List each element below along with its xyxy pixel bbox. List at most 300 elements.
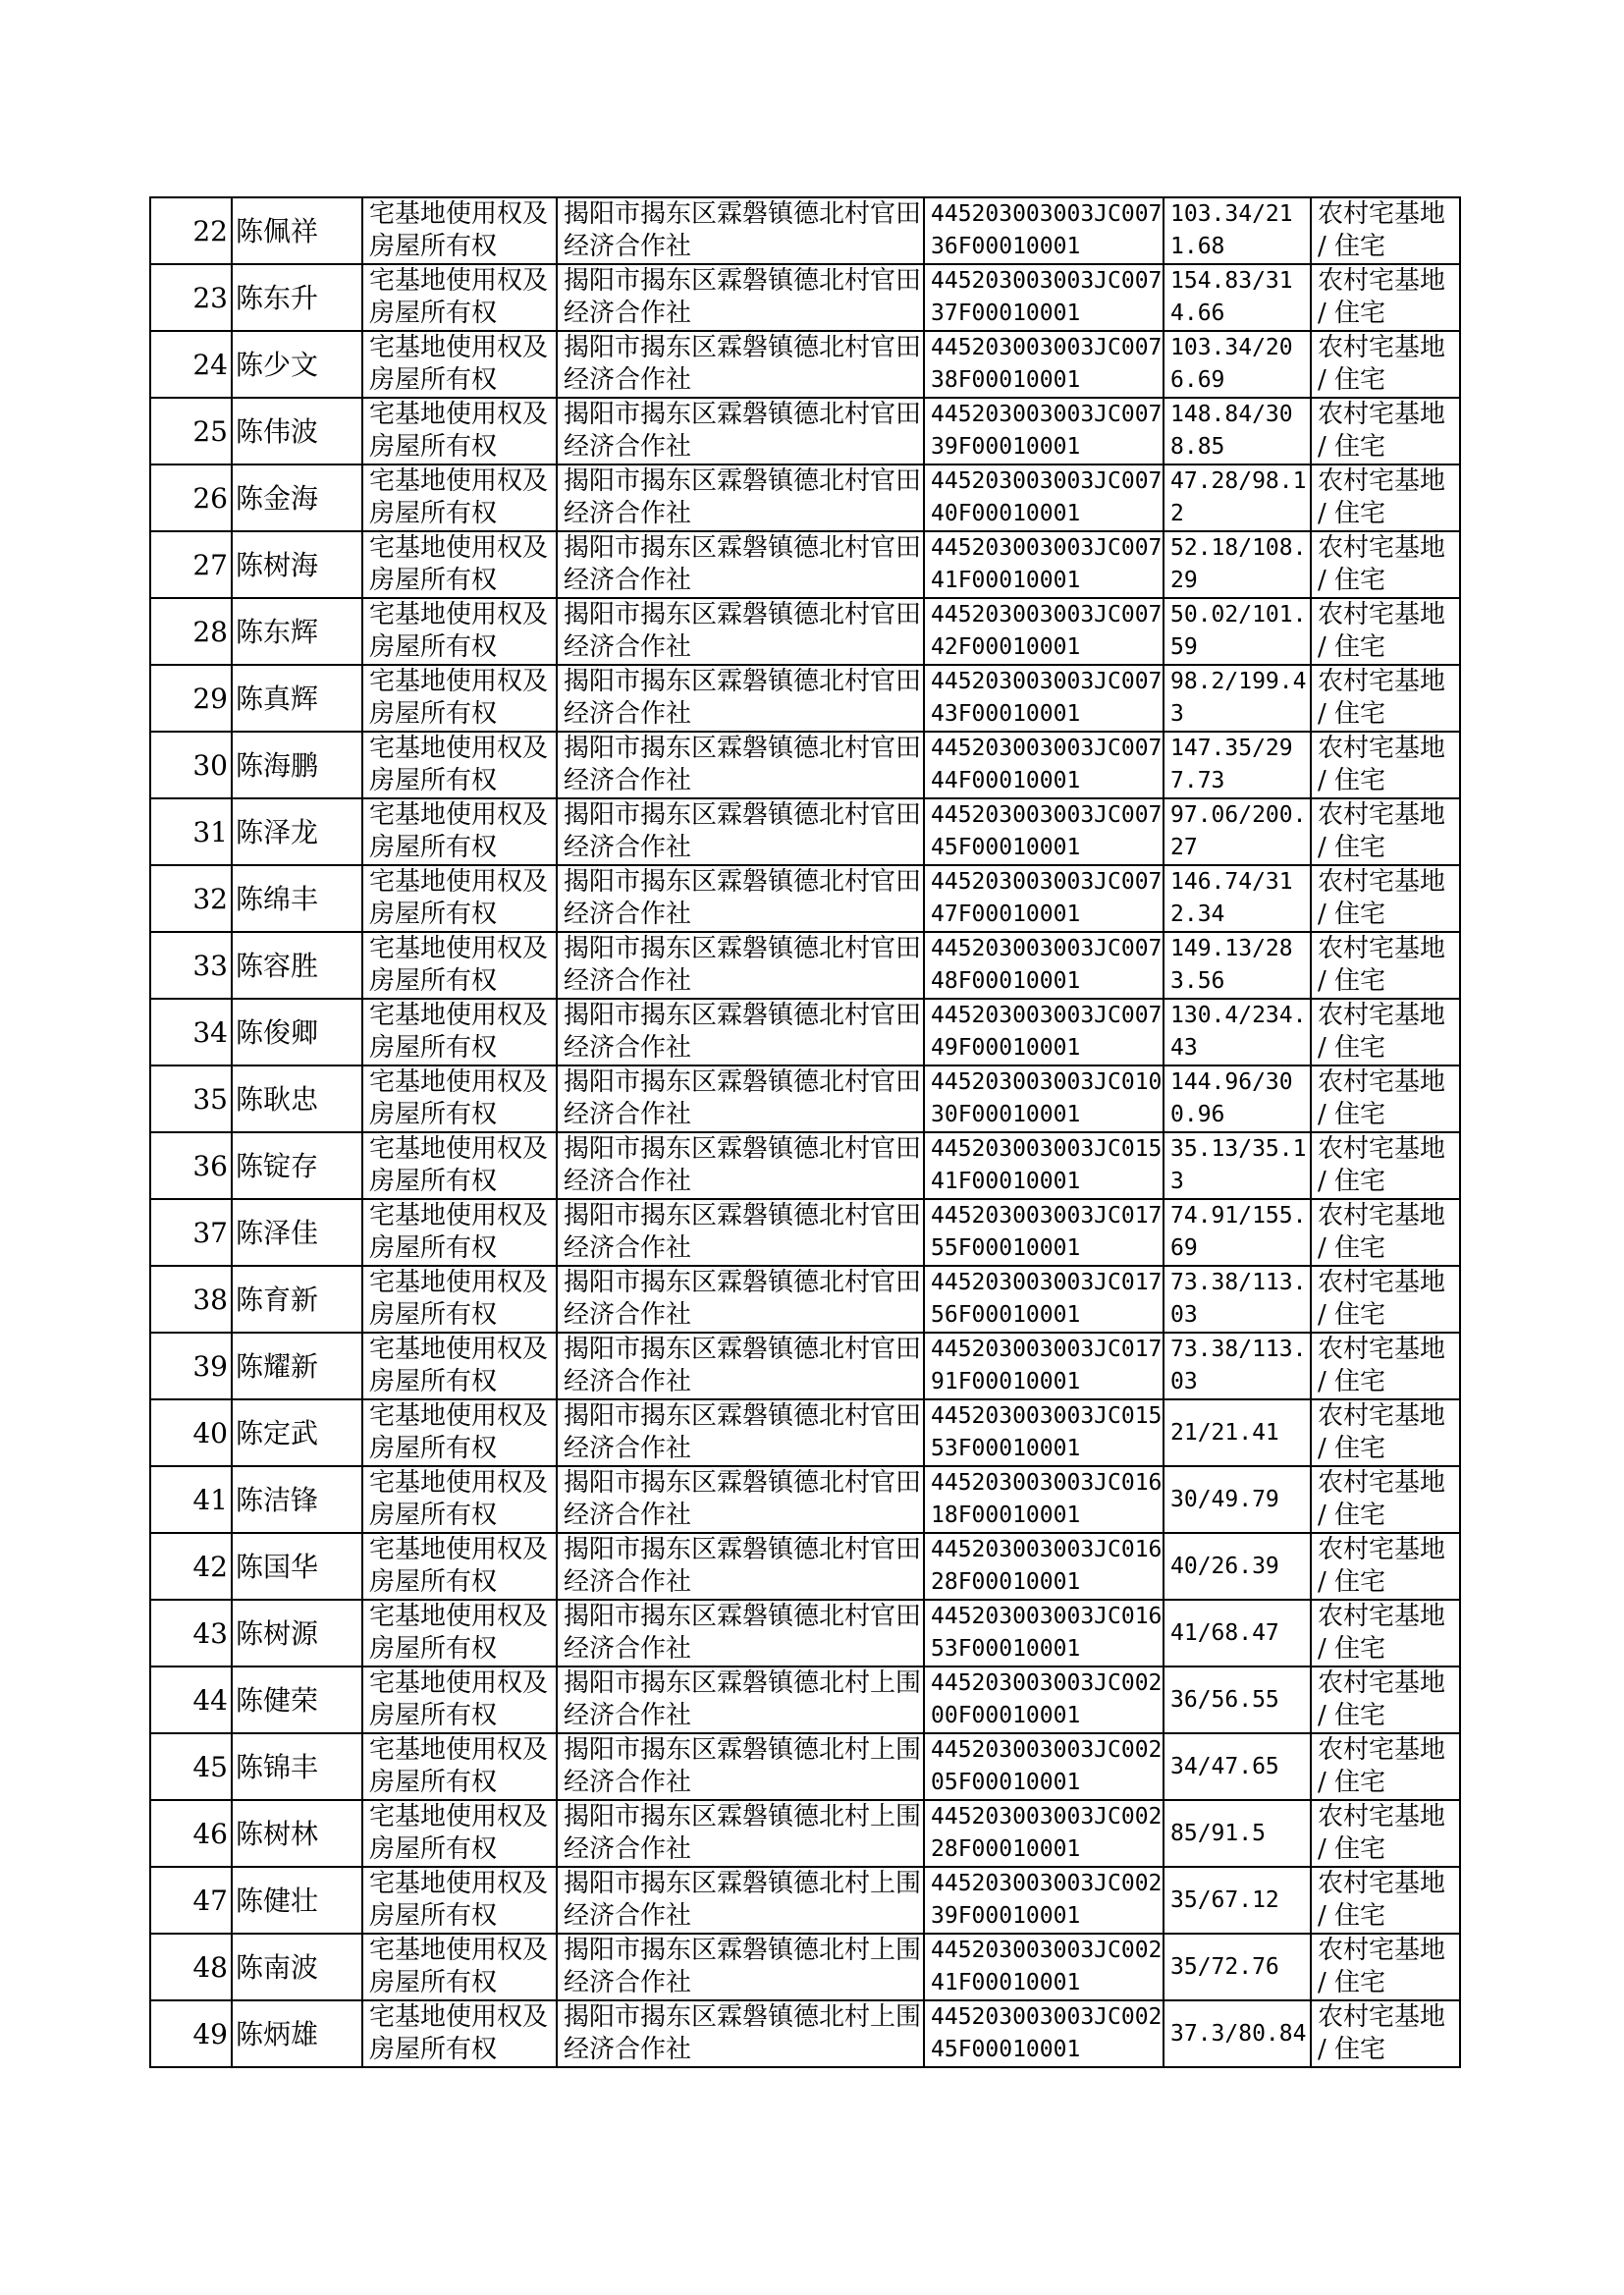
location-text: 揭阳市揭东区霖磐镇德北村官田经济合作社	[564, 1602, 922, 1664]
area-text: 36/56.55	[1170, 1686, 1279, 1713]
right-type-cell	[362, 1266, 557, 1333]
location-cell	[557, 1266, 924, 1333]
right-type-cell	[362, 1800, 557, 1867]
area-text: 30/49.79	[1170, 1486, 1279, 1512]
unit-code-cell	[924, 1333, 1164, 1399]
table-row	[150, 331, 1460, 398]
row-number-cell	[150, 1867, 232, 1934]
unit-code-text: 445203003003JC01653F00010001	[931, 1604, 1163, 1662]
land-use-text: 农村宅基地 / 住宅	[1318, 533, 1446, 595]
area-text: 34/47.65	[1170, 1753, 1279, 1779]
row-number-text: 30	[192, 748, 228, 782]
area-cell	[1164, 464, 1311, 531]
row-number-cell	[150, 932, 232, 999]
area-cell	[1164, 1266, 1311, 1333]
location-cell	[557, 1800, 924, 1867]
right-type-text: 宅基地使用权及房屋所有权	[369, 1335, 549, 1396]
row-number-text: 49	[192, 2017, 228, 2050]
owner-name-cell	[232, 865, 362, 932]
area-cell	[1164, 1533, 1311, 1600]
location-cell	[557, 197, 924, 264]
owner-name-text: 陈锦丰	[236, 1750, 319, 1783]
owner-name-cell	[232, 1199, 362, 1266]
row-number-text: 38	[192, 1283, 228, 1316]
table-row	[150, 1533, 1460, 1600]
location-cell	[557, 1132, 924, 1199]
row-number-text: 48	[192, 1950, 228, 1984]
area-text: 147.35/297.73	[1170, 736, 1293, 793]
row-number-cell	[150, 1266, 232, 1333]
row-number-cell	[150, 1466, 232, 1533]
area-cell	[1164, 932, 1311, 999]
land-use-text: 农村宅基地 / 住宅	[1318, 867, 1446, 929]
land-use-text: 农村宅基地 / 住宅	[1318, 600, 1446, 662]
land-use-text: 农村宅基地 / 住宅	[1318, 1602, 1446, 1664]
location-cell	[557, 1533, 924, 1600]
row-number-cell	[150, 732, 232, 798]
right-type-cell	[362, 598, 557, 665]
unit-code-text: 445203003003JC00741F00010001	[931, 535, 1163, 593]
land-use-cell	[1311, 932, 1460, 999]
owner-name-cell	[232, 1399, 362, 1466]
area-text: 73.38/113.03	[1170, 1337, 1307, 1394]
row-number-text: 34	[192, 1015, 228, 1049]
unit-code-cell	[924, 2000, 1164, 2067]
right-type-cell	[362, 464, 557, 531]
table-row	[150, 1800, 1460, 1867]
land-use-text: 农村宅基地 / 住宅	[1318, 1134, 1446, 1196]
unit-code-text: 445203003003JC01756F00010001	[931, 1270, 1163, 1328]
location-cell	[557, 398, 924, 464]
right-type-cell	[362, 531, 557, 598]
area-cell	[1164, 598, 1311, 665]
right-type-text: 宅基地使用权及房屋所有权	[369, 1201, 549, 1263]
row-number-text: 41	[192, 1483, 228, 1516]
area-text: 97.06/200.27	[1170, 802, 1307, 860]
right-type-text: 宅基地使用权及房屋所有权	[369, 1936, 549, 1997]
location-cell	[557, 1066, 924, 1132]
location-text: 揭阳市揭东区霖磐镇德北村上围经济合作社	[564, 1936, 922, 1997]
unit-code-cell	[924, 1733, 1164, 1800]
row-number-text: 47	[192, 1884, 228, 1917]
location-text: 揭阳市揭东区霖磐镇德北村官田经济合作社	[564, 1401, 922, 1463]
land-use-text: 农村宅基地 / 住宅	[1318, 1735, 1446, 1797]
right-type-cell	[362, 732, 557, 798]
right-type-cell	[362, 999, 557, 1066]
land-use-cell	[1311, 1132, 1460, 1199]
unit-code-cell	[924, 865, 1164, 932]
unit-code-cell	[924, 398, 1164, 464]
right-type-text: 宅基地使用权及房屋所有权	[369, 1401, 549, 1463]
location-text: 揭阳市揭东区霖磐镇德北村官田经济合作社	[564, 800, 922, 862]
location-cell	[557, 2000, 924, 2067]
land-use-cell	[1311, 197, 1460, 264]
row-number-text: 44	[192, 1683, 228, 1717]
table-row	[150, 865, 1460, 932]
owner-name-text: 陈南波	[236, 1950, 319, 1984]
location-text: 揭阳市揭东区霖磐镇德北村上围经济合作社	[564, 1802, 922, 1864]
location-cell	[557, 1733, 924, 1800]
owner-name-text: 陈少文	[236, 348, 319, 381]
area-cell	[1164, 1199, 1311, 1266]
area-text: 35.13/35.13	[1170, 1136, 1307, 1194]
owner-name-cell	[232, 531, 362, 598]
owner-name-cell	[232, 1733, 362, 1800]
row-number-cell	[150, 1733, 232, 1800]
area-cell	[1164, 1800, 1311, 1867]
unit-code-text: 445203003003JC00748F00010001	[931, 936, 1163, 994]
owner-name-text: 陈金海	[236, 481, 319, 515]
table-body	[150, 197, 1460, 2067]
right-type-cell	[362, 798, 557, 865]
owner-name-cell	[232, 1667, 362, 1733]
table-row	[150, 1132, 1460, 1199]
row-number-cell	[150, 2000, 232, 2067]
land-use-text: 农村宅基地 / 住宅	[1318, 1468, 1446, 1530]
land-use-text: 农村宅基地 / 住宅	[1318, 1936, 1446, 1997]
location-cell	[557, 1466, 924, 1533]
right-type-cell	[362, 264, 557, 331]
table-row	[150, 197, 1460, 264]
area-cell	[1164, 999, 1311, 1066]
row-number-cell	[150, 1333, 232, 1399]
owner-name-text: 陈育新	[236, 1283, 319, 1316]
unit-code-cell	[924, 798, 1164, 865]
owner-name-text: 陈树源	[236, 1616, 319, 1650]
location-text: 揭阳市揭东区霖磐镇德北村官田经济合作社	[564, 1134, 922, 1196]
row-number-text: 45	[192, 1750, 228, 1783]
location-text: 揭阳市揭东区霖磐镇德北村官田经济合作社	[564, 934, 922, 996]
owner-name-cell	[232, 598, 362, 665]
location-text: 揭阳市揭东区霖磐镇德北村官田经济合作社	[564, 1201, 922, 1263]
right-type-text: 宅基地使用权及房屋所有权	[369, 266, 549, 328]
land-use-text: 农村宅基地 / 住宅	[1318, 333, 1446, 395]
row-number-text: 29	[192, 682, 228, 715]
table-row	[150, 598, 1460, 665]
right-type-text: 宅基地使用权及房屋所有权	[369, 533, 549, 595]
location-text: 揭阳市揭东区霖磐镇德北村上围经济合作社	[564, 1668, 922, 1730]
table-row	[150, 1266, 1460, 1333]
land-use-text: 农村宅基地 / 住宅	[1318, 1001, 1446, 1063]
area-text: 21/21.41	[1170, 1419, 1279, 1446]
unit-code-cell	[924, 264, 1164, 331]
owner-name-text: 陈洁锋	[236, 1483, 319, 1516]
owner-name-cell	[232, 1333, 362, 1399]
land-use-cell	[1311, 1667, 1460, 1733]
area-text: 148.84/308.85	[1170, 402, 1293, 460]
area-text: 130.4/234.43	[1170, 1003, 1307, 1061]
area-text: 98.2/199.43	[1170, 669, 1307, 727]
owner-name-text: 陈健荣	[236, 1683, 319, 1717]
unit-code-cell	[924, 1199, 1164, 1266]
owner-name-cell	[232, 999, 362, 1066]
location-cell	[557, 531, 924, 598]
unit-code-text: 445203003003JC00745F00010001	[931, 802, 1163, 860]
right-type-text: 宅基地使用权及房屋所有权	[369, 1001, 549, 1063]
location-text: 揭阳市揭东区霖磐镇德北村官田经济合作社	[564, 1067, 922, 1129]
land-use-cell	[1311, 798, 1460, 865]
owner-name-cell	[232, 665, 362, 732]
unit-code-text: 445203003003JC00739F00010001	[931, 402, 1163, 460]
registration-table	[149, 196, 1461, 2068]
owner-name-text: 陈炳雄	[236, 2017, 319, 2050]
area-cell	[1164, 531, 1311, 598]
area-text: 40/26.39	[1170, 1553, 1279, 1579]
location-cell	[557, 1333, 924, 1399]
land-use-cell	[1311, 531, 1460, 598]
row-number-text: 42	[192, 1550, 228, 1583]
table-row	[150, 1600, 1460, 1667]
location-cell	[557, 865, 924, 932]
area-cell	[1164, 2000, 1311, 2067]
land-use-cell	[1311, 264, 1460, 331]
area-text: 73.38/113.03	[1170, 1270, 1307, 1328]
right-type-text: 宅基地使用权及房屋所有权	[369, 1802, 549, 1864]
land-use-cell	[1311, 1533, 1460, 1600]
right-type-text: 宅基地使用权及房屋所有权	[369, 1535, 549, 1597]
row-number-cell	[150, 264, 232, 331]
unit-code-cell	[924, 1934, 1164, 2000]
land-use-text: 农村宅基地 / 住宅	[1318, 1869, 1446, 1931]
unit-code-cell	[924, 331, 1164, 398]
owner-name-cell	[232, 264, 362, 331]
area-text: 35/67.12	[1170, 1886, 1279, 1913]
right-type-cell	[362, 1867, 557, 1934]
area-cell	[1164, 1466, 1311, 1533]
row-number-text: 27	[192, 548, 228, 581]
row-number-text: 32	[192, 882, 228, 915]
unit-code-cell	[924, 1667, 1164, 1733]
location-text: 揭阳市揭东区霖磐镇德北村官田经济合作社	[564, 333, 922, 395]
area-text: 146.74/312.34	[1170, 869, 1293, 927]
right-type-text: 宅基地使用权及房屋所有权	[369, 1134, 549, 1196]
area-cell	[1164, 798, 1311, 865]
owner-name-text: 陈健壮	[236, 1884, 319, 1917]
owner-name-cell	[232, 1934, 362, 2000]
row-number-text: 43	[192, 1616, 228, 1650]
unit-code-text: 445203003003JC00740F00010001	[931, 468, 1163, 526]
land-use-text: 农村宅基地 / 住宅	[1318, 1802, 1446, 1864]
unit-code-cell	[924, 1066, 1164, 1132]
area-text: 103.34/211.68	[1170, 201, 1293, 259]
row-number-cell	[150, 665, 232, 732]
area-text: 149.13/283.56	[1170, 936, 1293, 994]
area-text: 41/68.47	[1170, 1619, 1279, 1646]
unit-code-text: 445203003003JC00743F00010001	[931, 669, 1163, 727]
area-text: 52.18/108.29	[1170, 535, 1307, 593]
unit-code-cell	[924, 1533, 1164, 1600]
unit-code-cell	[924, 999, 1164, 1066]
row-number-cell	[150, 331, 232, 398]
area-cell	[1164, 1733, 1311, 1800]
table-row	[150, 398, 1460, 464]
area-cell	[1164, 865, 1311, 932]
owner-name-text: 陈泽佳	[236, 1216, 319, 1249]
right-type-cell	[362, 1667, 557, 1733]
location-cell	[557, 932, 924, 999]
row-number-cell	[150, 1533, 232, 1600]
right-type-cell	[362, 398, 557, 464]
land-use-text: 农村宅基地 / 住宅	[1318, 1401, 1446, 1463]
right-type-text: 宅基地使用权及房屋所有权	[369, 800, 549, 862]
area-text: 74.91/155.69	[1170, 1203, 1307, 1261]
table-row	[150, 2000, 1460, 2067]
table-row	[150, 1333, 1460, 1399]
row-number-cell	[150, 464, 232, 531]
unit-code-text: 445203003003JC00200F00010001	[931, 1670, 1163, 1728]
owner-name-text: 陈树林	[236, 1817, 319, 1850]
row-number-cell	[150, 531, 232, 598]
owner-name-text: 陈锭存	[236, 1149, 319, 1182]
area-text: 85/91.5	[1170, 1820, 1266, 1846]
unit-code-cell	[924, 1867, 1164, 1934]
row-number-text: 39	[192, 1349, 228, 1383]
right-type-cell	[362, 1733, 557, 1800]
area-cell	[1164, 331, 1311, 398]
right-type-text: 宅基地使用权及房屋所有权	[369, 667, 549, 729]
area-cell	[1164, 398, 1311, 464]
land-use-cell	[1311, 1066, 1460, 1132]
table-row	[150, 1066, 1460, 1132]
unit-code-text: 445203003003JC01541F00010001	[931, 1136, 1163, 1194]
owner-name-text: 陈东升	[236, 281, 319, 314]
area-cell	[1164, 1934, 1311, 2000]
land-use-cell	[1311, 1266, 1460, 1333]
row-number-cell	[150, 1600, 232, 1667]
owner-name-text: 陈绵丰	[236, 882, 319, 915]
right-type-text: 宅基地使用权及房屋所有权	[369, 1735, 549, 1797]
owner-name-text: 陈定武	[236, 1416, 319, 1449]
location-cell	[557, 665, 924, 732]
right-type-cell	[362, 932, 557, 999]
land-use-cell	[1311, 2000, 1460, 2067]
right-type-cell	[362, 1466, 557, 1533]
row-number-text: 24	[192, 348, 228, 381]
unit-code-cell	[924, 665, 1164, 732]
unit-code-text: 445203003003JC00239F00010001	[931, 1871, 1163, 1929]
owner-name-text: 陈耀新	[236, 1349, 319, 1383]
area-cell	[1164, 732, 1311, 798]
owner-name-cell	[232, 1132, 362, 1199]
location-cell	[557, 331, 924, 398]
land-use-cell	[1311, 398, 1460, 464]
table-row	[150, 665, 1460, 732]
right-type-text: 宅基地使用权及房屋所有权	[369, 2002, 549, 2064]
location-text: 揭阳市揭东区霖磐镇德北村上围经济合作社	[564, 2002, 922, 2064]
land-use-cell	[1311, 865, 1460, 932]
location-text: 揭阳市揭东区霖磐镇德北村官田经济合作社	[564, 600, 922, 662]
right-type-text: 宅基地使用权及房屋所有权	[369, 199, 549, 261]
row-number-cell	[150, 1934, 232, 2000]
row-number-cell	[150, 1667, 232, 1733]
unit-code-text: 445203003003JC01030F00010001	[931, 1069, 1163, 1127]
land-use-text: 农村宅基地 / 住宅	[1318, 1201, 1446, 1263]
right-type-cell	[362, 1333, 557, 1399]
owner-name-cell	[232, 1800, 362, 1867]
row-number-text: 22	[192, 214, 228, 247]
row-number-text: 26	[192, 481, 228, 515]
owner-name-cell	[232, 1867, 362, 1934]
unit-code-text: 445203003003JC01618F00010001	[931, 1470, 1163, 1528]
land-use-text: 农村宅基地 / 住宅	[1318, 199, 1446, 261]
row-number-text: 35	[192, 1082, 228, 1116]
location-text: 揭阳市揭东区霖磐镇德北村官田经济合作社	[564, 1001, 922, 1063]
land-use-text: 农村宅基地 / 住宅	[1318, 266, 1446, 328]
area-cell	[1164, 1399, 1311, 1466]
owner-name-text: 陈泽龙	[236, 815, 319, 848]
right-type-text: 宅基地使用权及房屋所有权	[369, 1268, 549, 1330]
land-use-cell	[1311, 598, 1460, 665]
land-use-cell	[1311, 1199, 1460, 1266]
unit-code-cell	[924, 1132, 1164, 1199]
row-number-cell	[150, 398, 232, 464]
unit-code-text: 445203003003JC00205F00010001	[931, 1737, 1163, 1795]
right-type-text: 宅基地使用权及房屋所有权	[369, 466, 549, 528]
location-text: 揭阳市揭东区霖磐镇德北村官田经济合作社	[564, 867, 922, 929]
unit-code-text: 445203003003JC01791F00010001	[931, 1337, 1163, 1394]
unit-code-cell	[924, 1466, 1164, 1533]
right-type-text: 宅基地使用权及房屋所有权	[369, 400, 549, 462]
owner-name-text: 陈耿忠	[236, 1082, 319, 1116]
table-row	[150, 1466, 1460, 1533]
area-cell	[1164, 264, 1311, 331]
unit-code-text: 445203003003JC00738F00010001	[931, 335, 1163, 393]
owner-name-cell	[232, 1533, 362, 1600]
area-cell	[1164, 1132, 1311, 1199]
location-text: 揭阳市揭东区霖磐镇德北村官田经济合作社	[564, 199, 922, 261]
location-cell	[557, 999, 924, 1066]
location-text: 揭阳市揭东区霖磐镇德北村官田经济合作社	[564, 1268, 922, 1330]
unit-code-cell	[924, 197, 1164, 264]
right-type-text: 宅基地使用权及房屋所有权	[369, 1668, 549, 1730]
right-type-cell	[362, 1934, 557, 2000]
location-text: 揭阳市揭东区霖磐镇德北村官田经济合作社	[564, 734, 922, 795]
table-row	[150, 1867, 1460, 1934]
location-text: 揭阳市揭东区霖磐镇德北村官田经济合作社	[564, 667, 922, 729]
location-text: 揭阳市揭东区霖磐镇德北村官田经济合作社	[564, 1335, 922, 1396]
land-use-cell	[1311, 999, 1460, 1066]
row-number-text: 46	[192, 1817, 228, 1850]
land-use-cell	[1311, 464, 1460, 531]
right-type-text: 宅基地使用权及房屋所有权	[369, 934, 549, 996]
unit-code-text: 445203003003JC00241F00010001	[931, 1938, 1163, 1995]
right-type-text: 宅基地使用权及房屋所有权	[369, 600, 549, 662]
land-use-text: 农村宅基地 / 住宅	[1318, 1067, 1446, 1129]
row-number-text: 37	[192, 1216, 228, 1249]
owner-name-text: 陈真辉	[236, 682, 319, 715]
unit-code-text: 445203003003JC00737F00010001	[931, 268, 1163, 326]
owner-name-cell	[232, 197, 362, 264]
table-row	[150, 732, 1460, 798]
unit-code-cell	[924, 732, 1164, 798]
area-text: 37.3/80.84	[1170, 2020, 1307, 2047]
location-text: 揭阳市揭东区霖磐镇德北村官田经济合作社	[564, 1535, 922, 1597]
unit-code-text: 445203003003JC00744F00010001	[931, 736, 1163, 793]
right-type-cell	[362, 2000, 557, 2067]
land-use-text: 农村宅基地 / 住宅	[1318, 1268, 1446, 1330]
table-row	[150, 264, 1460, 331]
location-cell	[557, 1934, 924, 2000]
row-number-cell	[150, 197, 232, 264]
table-row	[150, 1199, 1460, 1266]
row-number-text: 25	[192, 414, 228, 448]
land-use-text: 农村宅基地 / 住宅	[1318, 734, 1446, 795]
location-cell	[557, 1667, 924, 1733]
right-type-text: 宅基地使用权及房屋所有权	[369, 1067, 549, 1129]
land-use-text: 农村宅基地 / 住宅	[1318, 800, 1446, 862]
land-use-cell	[1311, 1867, 1460, 1934]
land-use-cell	[1311, 1800, 1460, 1867]
